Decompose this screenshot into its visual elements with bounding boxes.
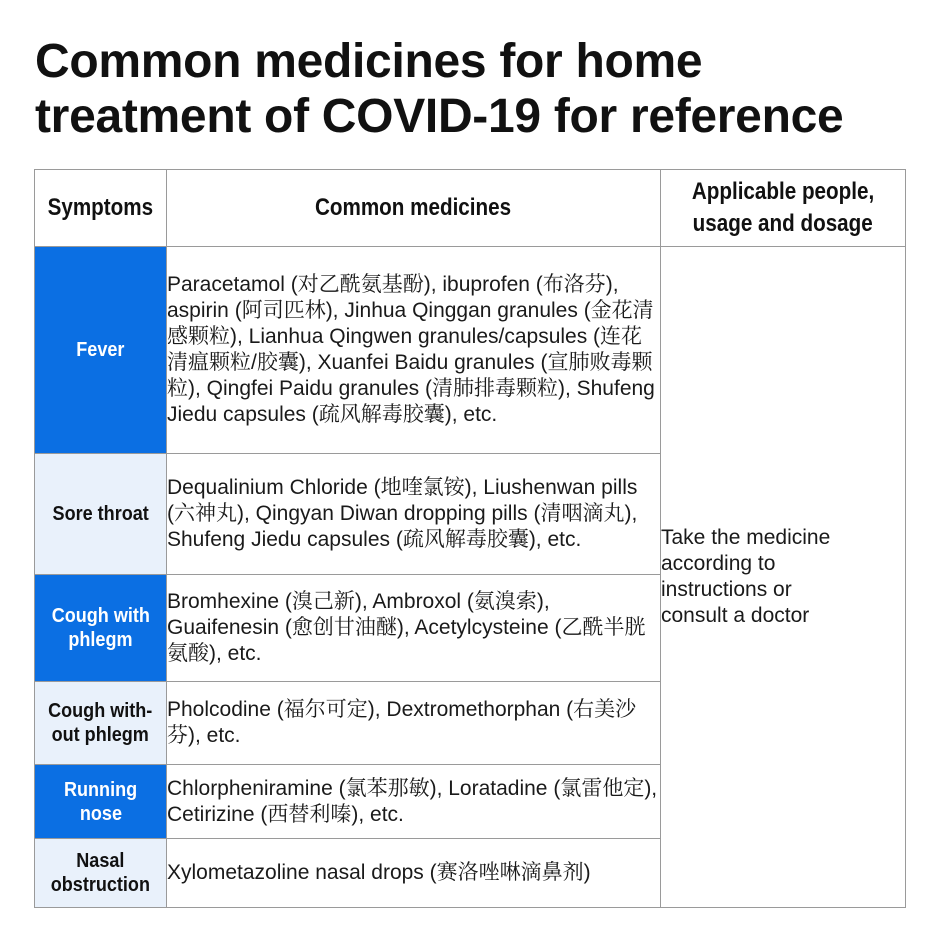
table-header-row bbox=[35, 170, 906, 247]
title-line-2: treatment of COVID-19 for reference bbox=[35, 90, 844, 143]
header-applicable-line-2: usage and dosage bbox=[692, 210, 874, 237]
header-symptoms: Symptoms bbox=[35, 170, 167, 247]
title-line-1: Common medicines for home bbox=[35, 35, 703, 88]
page-title bbox=[35, 34, 915, 144]
medicines-cell: Pholcodine (福尔可定), Dextromethorphan (右美沙芬), etc. bbox=[167, 682, 661, 765]
symptom-cell: Nasal obstruction bbox=[35, 839, 167, 908]
symptom-cell: Fever bbox=[35, 247, 167, 454]
medicines-table bbox=[34, 169, 906, 908]
symptom-cell: Cough with- out phlegm bbox=[35, 682, 167, 765]
symptom-cell: Sore throat bbox=[35, 454, 167, 575]
header-applicable-line-1: Applicable people, bbox=[691, 178, 875, 205]
header-applicable bbox=[661, 170, 906, 247]
medicines-cell: Paracetamol (对乙酰氨基酚), ibuprofen (布洛芬), aspirin (阿司匹林), Jinhua Qinggan granules (金花清感颗粒), Lianhua Qingwen granules/capsules (连花清瘟颗粒/胶囊), Xuanfei Baidu granules (宣肺败毒颗粒), Qingfei Paidu granules (清肺排毒颗粒), Shufeng Jiedu capsules (疏风解毒胶囊), etc. bbox=[167, 247, 661, 454]
symptom-cell: Running nose bbox=[35, 765, 167, 839]
applicable-line: according to bbox=[661, 552, 776, 575]
applicable-line: Take the medicine bbox=[661, 526, 831, 549]
applicable-line: instructions or bbox=[661, 578, 792, 601]
table-row bbox=[35, 247, 906, 454]
applicable-line: consult a doctor bbox=[661, 604, 810, 627]
medicines-cell: Xylometazoline nasal drops (赛洛唑啉滴鼻剂) bbox=[167, 839, 661, 908]
medicines-cell: Dequalinium Chloride (地喹氯铵), Liushenwan pills (六神丸), Qingyan Diwan dropping pills (清咽滴丸), Shufeng Jiedu capsules (疏风解毒胶囊), etc. bbox=[167, 454, 661, 575]
header-common-medicines: Common medicines bbox=[167, 170, 661, 247]
medicines-cell: Chlorpheniramine (氯苯那敏), Loratadine (氯雷他定), Cetirizine (西替利嗪), etc. bbox=[167, 765, 661, 839]
applicable-cell bbox=[661, 247, 906, 908]
symptom-cell: Cough with phlegm bbox=[35, 575, 167, 682]
medicines-cell: Bromhexine (溴己新), Ambroxol (氨溴索), Guaifenesin (愈创甘油醚), Acetylcysteine (乙酰半胱氨酸), etc. bbox=[167, 575, 661, 682]
